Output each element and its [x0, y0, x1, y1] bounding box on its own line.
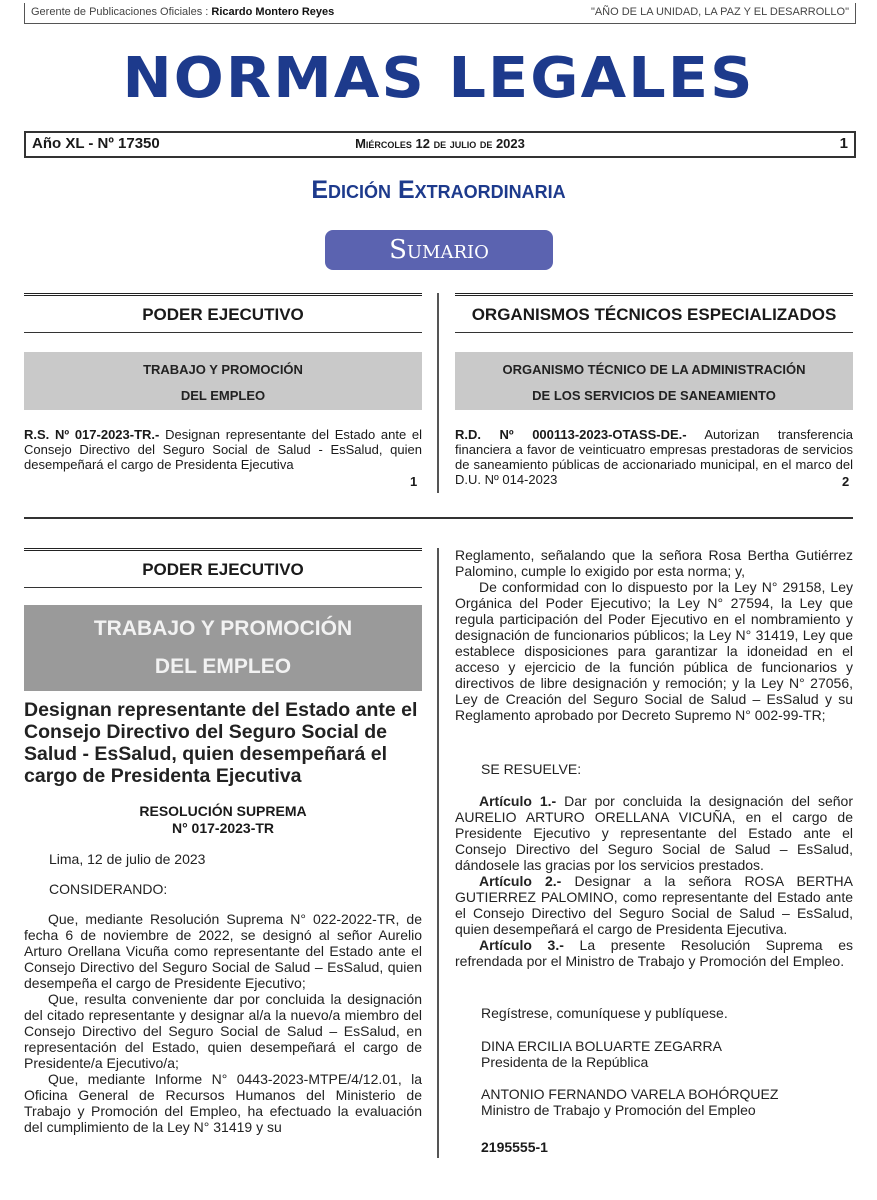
paragraph: Que, resulta conveniente dar por concluida la designación del citado representante y designar al/a la nuevo/a miembro del Consejo Directivo del Seguro Social de Salud – EsSalud, en representación del Estado, quien desempeñará el cargo de Presidente/a Ejecutivo/a; [24, 991, 422, 1071]
summary-right-page: 2 [842, 474, 850, 489]
summary-left-sector [24, 352, 422, 410]
paragraph: Que, mediante Resolución Suprema N° 022-2022-TR, de fecha 6 de noviembre de 2022, se designó al señor Aurelio Arturo Orellana Vicuña como representante del Estado ante el Consejo Directivo del Seguro Social de Salud – EsSalud, quien desempeña el cargo de Presidente Ejecutivo; [24, 911, 422, 991]
summary-right-section: ORGANISMOS TÉCNICOS ESPECIALIZADOS [471, 305, 837, 324]
signer-1-name: DINA ERCILIA BOLUARTE ZEGARRA [481, 1038, 722, 1054]
article-2 [455, 873, 853, 937]
summary-left-section: PODER EJECUTIVO [142, 305, 304, 324]
divider [455, 332, 853, 333]
issue-date: Miércoles 12 de julio de 2023 [355, 136, 525, 151]
articles [455, 793, 853, 969]
resolution-header [24, 803, 422, 837]
summary-right-entry [455, 427, 853, 487]
sector-line: TRABAJO Y PROMOCIÓN [143, 362, 303, 377]
paragraph: Que, mediante Informe N° 0443-2023-MTPE/4/12.01, la Oficina General de Recursos Humanos del Ministerio de Trabajo y Promoción del Empleo, ha efectuado la evaluación del cumplimiento de la Ley N° 31419 y su [24, 1071, 422, 1135]
article-body-left [24, 911, 422, 1135]
divider [24, 332, 422, 333]
article-body-right [455, 547, 853, 723]
resolution-number: N° 017-2023-TR [171, 820, 275, 836]
divider [24, 293, 422, 299]
article-1 [455, 793, 853, 873]
signer-2-role: Ministro de Trabajo y Promoción del Empleo [481, 1102, 756, 1118]
signer-2 [481, 1086, 778, 1118]
article-2-label: Artículo 2.- [479, 873, 562, 889]
article-section: PODER EJECUTIVO [142, 560, 304, 579]
sector-line: DEL EMPLEO [154, 655, 292, 678]
article-3-label: Artículo 3.- [479, 937, 564, 953]
resuelve-heading: SE RESUELVE: [481, 761, 582, 777]
signer-1-role: Presidenta de la República [481, 1054, 649, 1070]
sector-line: TRABAJO Y PROMOCIÓN [93, 617, 353, 640]
column-divider [437, 293, 439, 493]
summary-left-text: Designan representante del Estado ante el Consejo Directivo del Seguro Social de Salud - EsSalud, quien desempeñará el cargo de Presidenta Ejecutiva [24, 427, 423, 472]
issue-number: Año XL - Nº 17350 [32, 135, 160, 152]
sumario-badge: Sumario [325, 230, 553, 270]
divider [24, 587, 422, 588]
manager-label: Gerente de Publicaciones Oficiales : [31, 6, 209, 18]
sector-line: DE LOS SERVICIOS DE SANEAMIENTO [532, 388, 776, 403]
summary-left-entry [24, 427, 422, 472]
divider [455, 293, 853, 299]
edition-label: Edición Extraordinaria [311, 176, 566, 204]
article-sector [24, 605, 422, 691]
paragraph: De conformidad con lo dispuesto por la Ley N° 29158, Ley Orgánica del Poder Ejecutivo; la Ley N° 27594, la Ley que regula participación del Poder Ejecutivo en el nombramiento y designación de funcionarios públicos; la Ley N° 31419, Ley que establece disposiciones para garantizar la idoneidad en el acceso y ejercicio de la función pública de funcionarios y directivos de libre designación y remoción; y la Ley N° 27056, Ley de Creación del Seguro Social de Salud – EsSalud y su Reglamento aprobado por Decreto Supremo N° 002-99-TR; [455, 579, 853, 723]
paragraph: Reglamento, señalando que la señora Rosa Bertha Gutiérrez Palomino, cumple lo exigido por esta norma; y, [455, 547, 853, 579]
manager-name: Ricardo Montero Reyes [211, 6, 335, 18]
article-1-text: Dar por concluida la designación del señor AURELIO ARTURO ORELLANA VICUÑA, en el cargo de Presidente Ejecutivo y representante del Estado ante el Consejo Directivo del Seguro Social de Salud – EsSalud, dándosele las gracias por los servicios prestados. [455, 793, 853, 873]
sector-line: DEL EMPLEO [180, 388, 266, 403]
publisher-bar [24, 3, 856, 24]
article-title: Designan representante del Estado ante el Consejo Directivo del Seguro Social de Salud - EsSalud, quien desempeñará el cargo de Presidenta Ejecutiva [24, 699, 418, 787]
sector-line: ORGANISMO TÉCNICO DE LA ADMINISTRACIÓN [502, 362, 806, 377]
manager-line [31, 6, 334, 18]
summary-left-ref: R.S. Nº 017-2023-TR.- [24, 427, 160, 442]
masthead: NORMAS LEGALES [122, 46, 755, 111]
article-3-text: La presente Resolución Suprema es refrendada por el Ministro de Trabajo y Promoción del Empleo. [455, 937, 854, 969]
considerando-heading: CONSIDERANDO: [49, 881, 168, 897]
closing-formula: Regístrese, comuníquese y publíquese. [481, 1005, 728, 1021]
summary-right-sector [455, 352, 853, 410]
resolution-type: RESOLUCIÓN SUPREMA [139, 803, 307, 819]
page-number: 1 [839, 135, 848, 152]
article-1-label: Artículo 1.- [479, 793, 557, 809]
section-divider [24, 517, 853, 519]
signer-2-name: ANTONIO FERNANDO VARELA BOHÓRQUEZ [481, 1086, 779, 1102]
article-3 [455, 937, 853, 969]
article-2-text: Designar a la señora ROSA BERTHA GUTIERREZ PALOMINO, como representante del Estado ante el Consejo Directivo del Seguro Social de Salud – EsSalud, quien desempeñará el cargo de Presidenta Ejecutiva. [455, 873, 853, 937]
place-date: Lima, 12 de julio de 2023 [49, 851, 206, 867]
divider [24, 548, 422, 554]
summary-left-page: 1 [410, 474, 418, 489]
issue-bar [24, 131, 856, 158]
publication-code: 2195555-1 [481, 1139, 548, 1155]
summary-right-text: Autorizan transferencia financiera a favor de veinticuatro empresas prestadoras de servicios de saneamiento públicas de accionariado municipal, en el marco del D.U. Nº 014-2023 [455, 427, 853, 487]
year-motto: "AÑO DE LA UNIDAD, LA PAZ Y EL DESARROLLO" [590, 6, 849, 18]
signer-1 [481, 1038, 722, 1070]
column-divider [437, 548, 439, 1158]
summary-right-ref: R.D. Nº 000113-2023-OTASS-DE.- [455, 427, 687, 442]
